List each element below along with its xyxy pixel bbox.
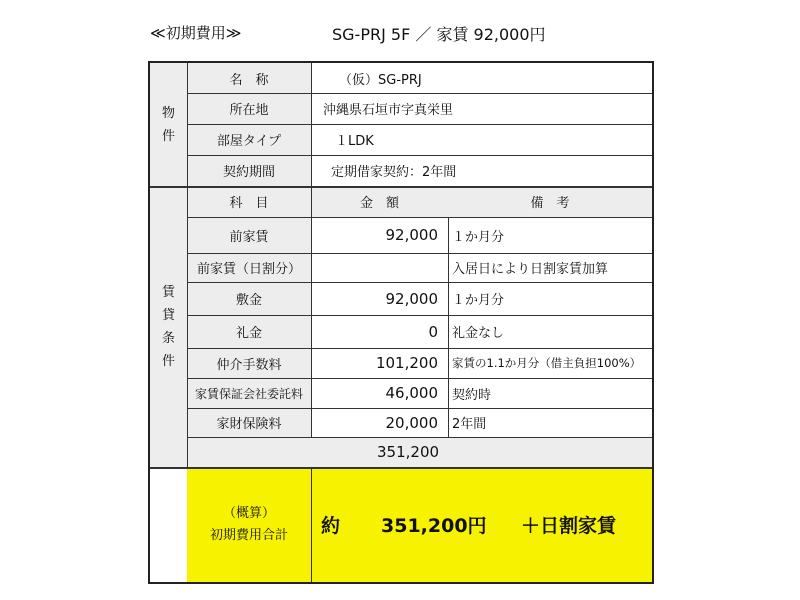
section-label-char: 物 <box>161 105 175 121</box>
fee-item: 敷金 <box>187 282 311 315</box>
section-label-property <box>150 63 187 186</box>
fee-note: 家賃の1.1か月分（借主負担100%） <box>452 356 642 370</box>
fee-note: 入居日により日割家賃加算 <box>452 262 609 277</box>
section-label-char: 賃 <box>161 284 175 300</box>
property-summary: SG-PRJ 5F ／ 家賃 92,000円 <box>332 25 546 44</box>
fee-amount: 92,000 <box>385 289 438 308</box>
fee-amount: 92,000 <box>385 226 438 244</box>
total-value <box>311 467 652 582</box>
subtotal-row <box>187 437 652 467</box>
section-title: ≪初期費用≫ <box>150 24 242 42</box>
fee-amount: 46,000 <box>385 384 438 402</box>
section-label-char: 条 <box>161 330 175 346</box>
subtotal-amount: 351,200 <box>377 443 440 461</box>
column-header-item: 科 目 <box>187 186 311 217</box>
total-label <box>187 467 311 582</box>
total-prefix: 約 <box>321 515 341 537</box>
total-amount: 351,200円 <box>381 515 487 537</box>
initial-cost-table <box>148 61 654 584</box>
fee-amount: 20,000 <box>385 413 438 432</box>
total-label-line1: （概算） <box>222 505 275 521</box>
total-label-line2: 初期費用合計 <box>209 527 288 543</box>
section-label-char: 貸 <box>161 307 175 323</box>
fee-item: 仲介手数料 <box>187 348 311 378</box>
fee-note: １か月分 <box>452 293 505 308</box>
property-label: 部屋タイプ <box>187 124 311 155</box>
property-label: 名 称 <box>187 63 311 93</box>
property-label: 契約期間 <box>187 155 311 186</box>
fee-note: 2年間 <box>452 417 487 432</box>
fee-item: 前家賃（日割分） <box>187 253 311 282</box>
property-value: （仮）SG-PRJ <box>339 72 422 88</box>
fee-item: 家賃保証会社委託料 <box>187 378 311 408</box>
fee-note: 礼金なし <box>452 326 505 341</box>
column-header-note: 備 考 <box>448 186 652 217</box>
total-suffix: ＋日割家賃 <box>521 515 617 537</box>
property-value: 沖縄県石垣市字真栄里 <box>323 103 454 118</box>
fee-note: １か月分 <box>452 229 505 245</box>
property-label: 所在地 <box>187 93 311 124</box>
section-label-terms <box>150 186 187 467</box>
fee-item: 家財保険料 <box>187 408 311 437</box>
section-label-char: 件 <box>161 128 175 144</box>
fee-amount: 101,200 <box>375 354 438 372</box>
fee-item: 前家賃 <box>187 217 311 253</box>
section-label-char: 件 <box>161 353 175 369</box>
property-value: １LDK <box>335 134 374 149</box>
fee-amount: 0 <box>428 322 438 341</box>
column-header-amount: 金 額 <box>311 186 448 217</box>
fee-amount <box>311 253 448 282</box>
property-value: 定期借家契約：2年間 <box>331 165 457 180</box>
fee-note: 契約時 <box>452 387 492 403</box>
fee-item: 礼金 <box>187 315 311 348</box>
